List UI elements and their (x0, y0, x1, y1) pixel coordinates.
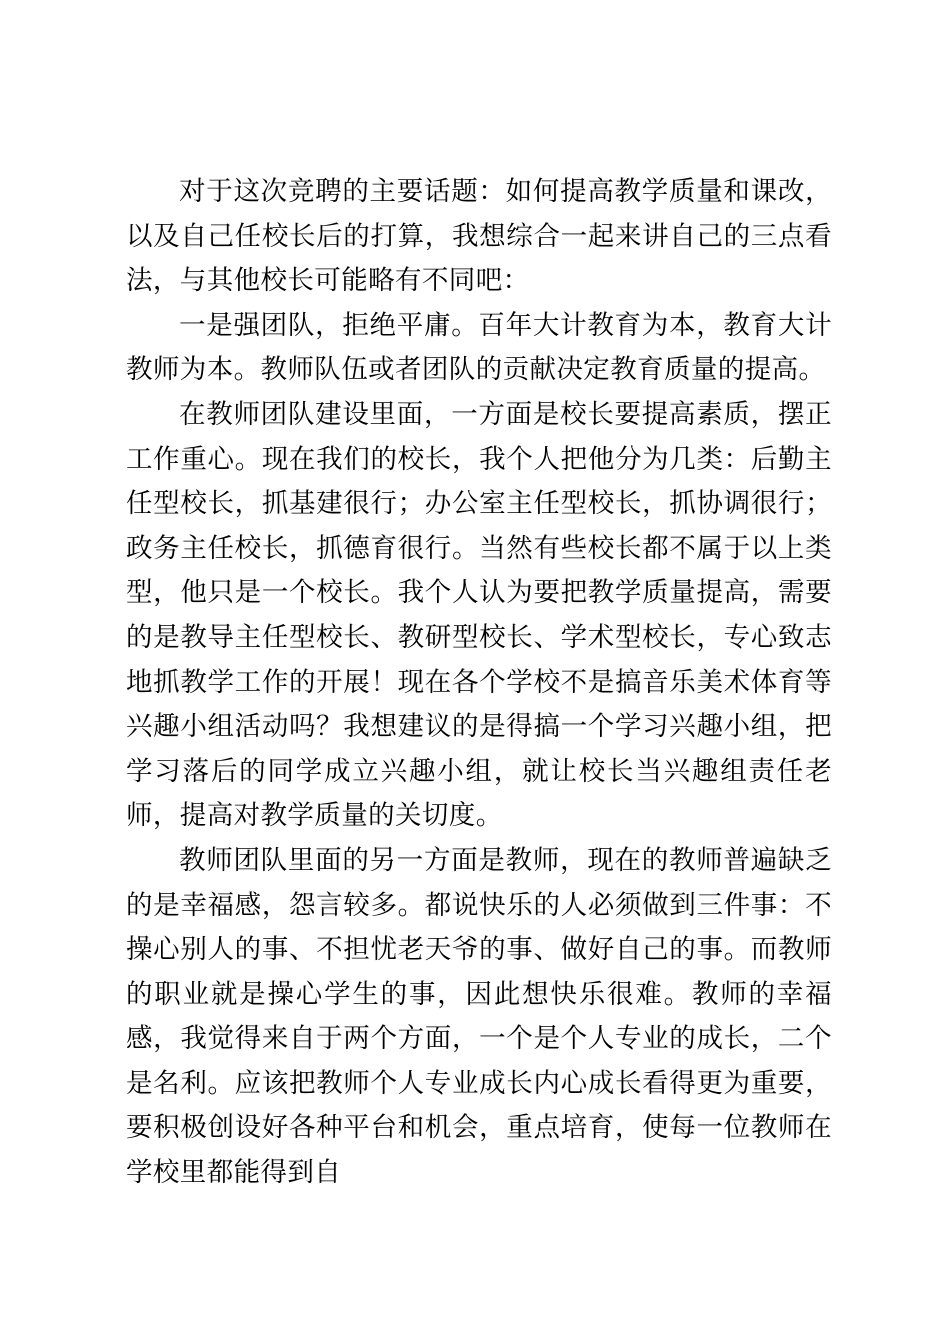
document-body (126, 170, 832, 1196)
paragraph-point-one: 一是强团队，拒绝平庸。百年大计教育为本，教育大计教师为本。教师队伍或者团队的贡献决定教育质量的提高。 (126, 309, 832, 386)
paragraph-intro: 对于这次竞聘的主要话题：如何提高教学质量和课改，以及自己任校长后的打算，我想综合一起来讲自己的三点看法，与其他校长可能略有不同吧： (126, 176, 832, 297)
paragraph-teacher-happiness: 教师团队里面的另一方面是教师，现在的教师普遍缺乏的是幸福感，怨言较多。都说快乐的人必须做到三件事：不操心别人的事、不担忧老天爷的事、做好自己的事。而教师的职业就是操心学生的事，因此想快乐很难。教师的幸福感，我觉得来自于两个方面，一个是个人专业的成长，二个是名利。应该把教师个人专业成长内心成长看得更为重要，要积极创设好各种平台和机会，重点培育，使每一位教师在学校里都能得到自 (126, 844, 832, 1189)
paragraph-principal-team: 在教师团队建设里面，一方面是校长要提高素质，摆正工作重心。现在我们的校长，我个人把他分为几类：后勤主任型校长，抓基建很行；办公室主任型校长，抓协调很行；政务主任校长，抓德育很行。当然有些校长都不属于以上类型，他只是一个校长。我个人认为要把教学质量提高，需要的是教导主任型校长、教研型校长、学术型校长，专心致志地抓教学工作的开展！现在各个学校不是搞音乐美术体育等兴趣小组活动吗？我想建议的是得搞一个学习兴趣小组，把学习落后的同学成立兴趣小组，就让校长当兴趣组责任老师，提高对教学质量的关切度。 (126, 398, 832, 832)
